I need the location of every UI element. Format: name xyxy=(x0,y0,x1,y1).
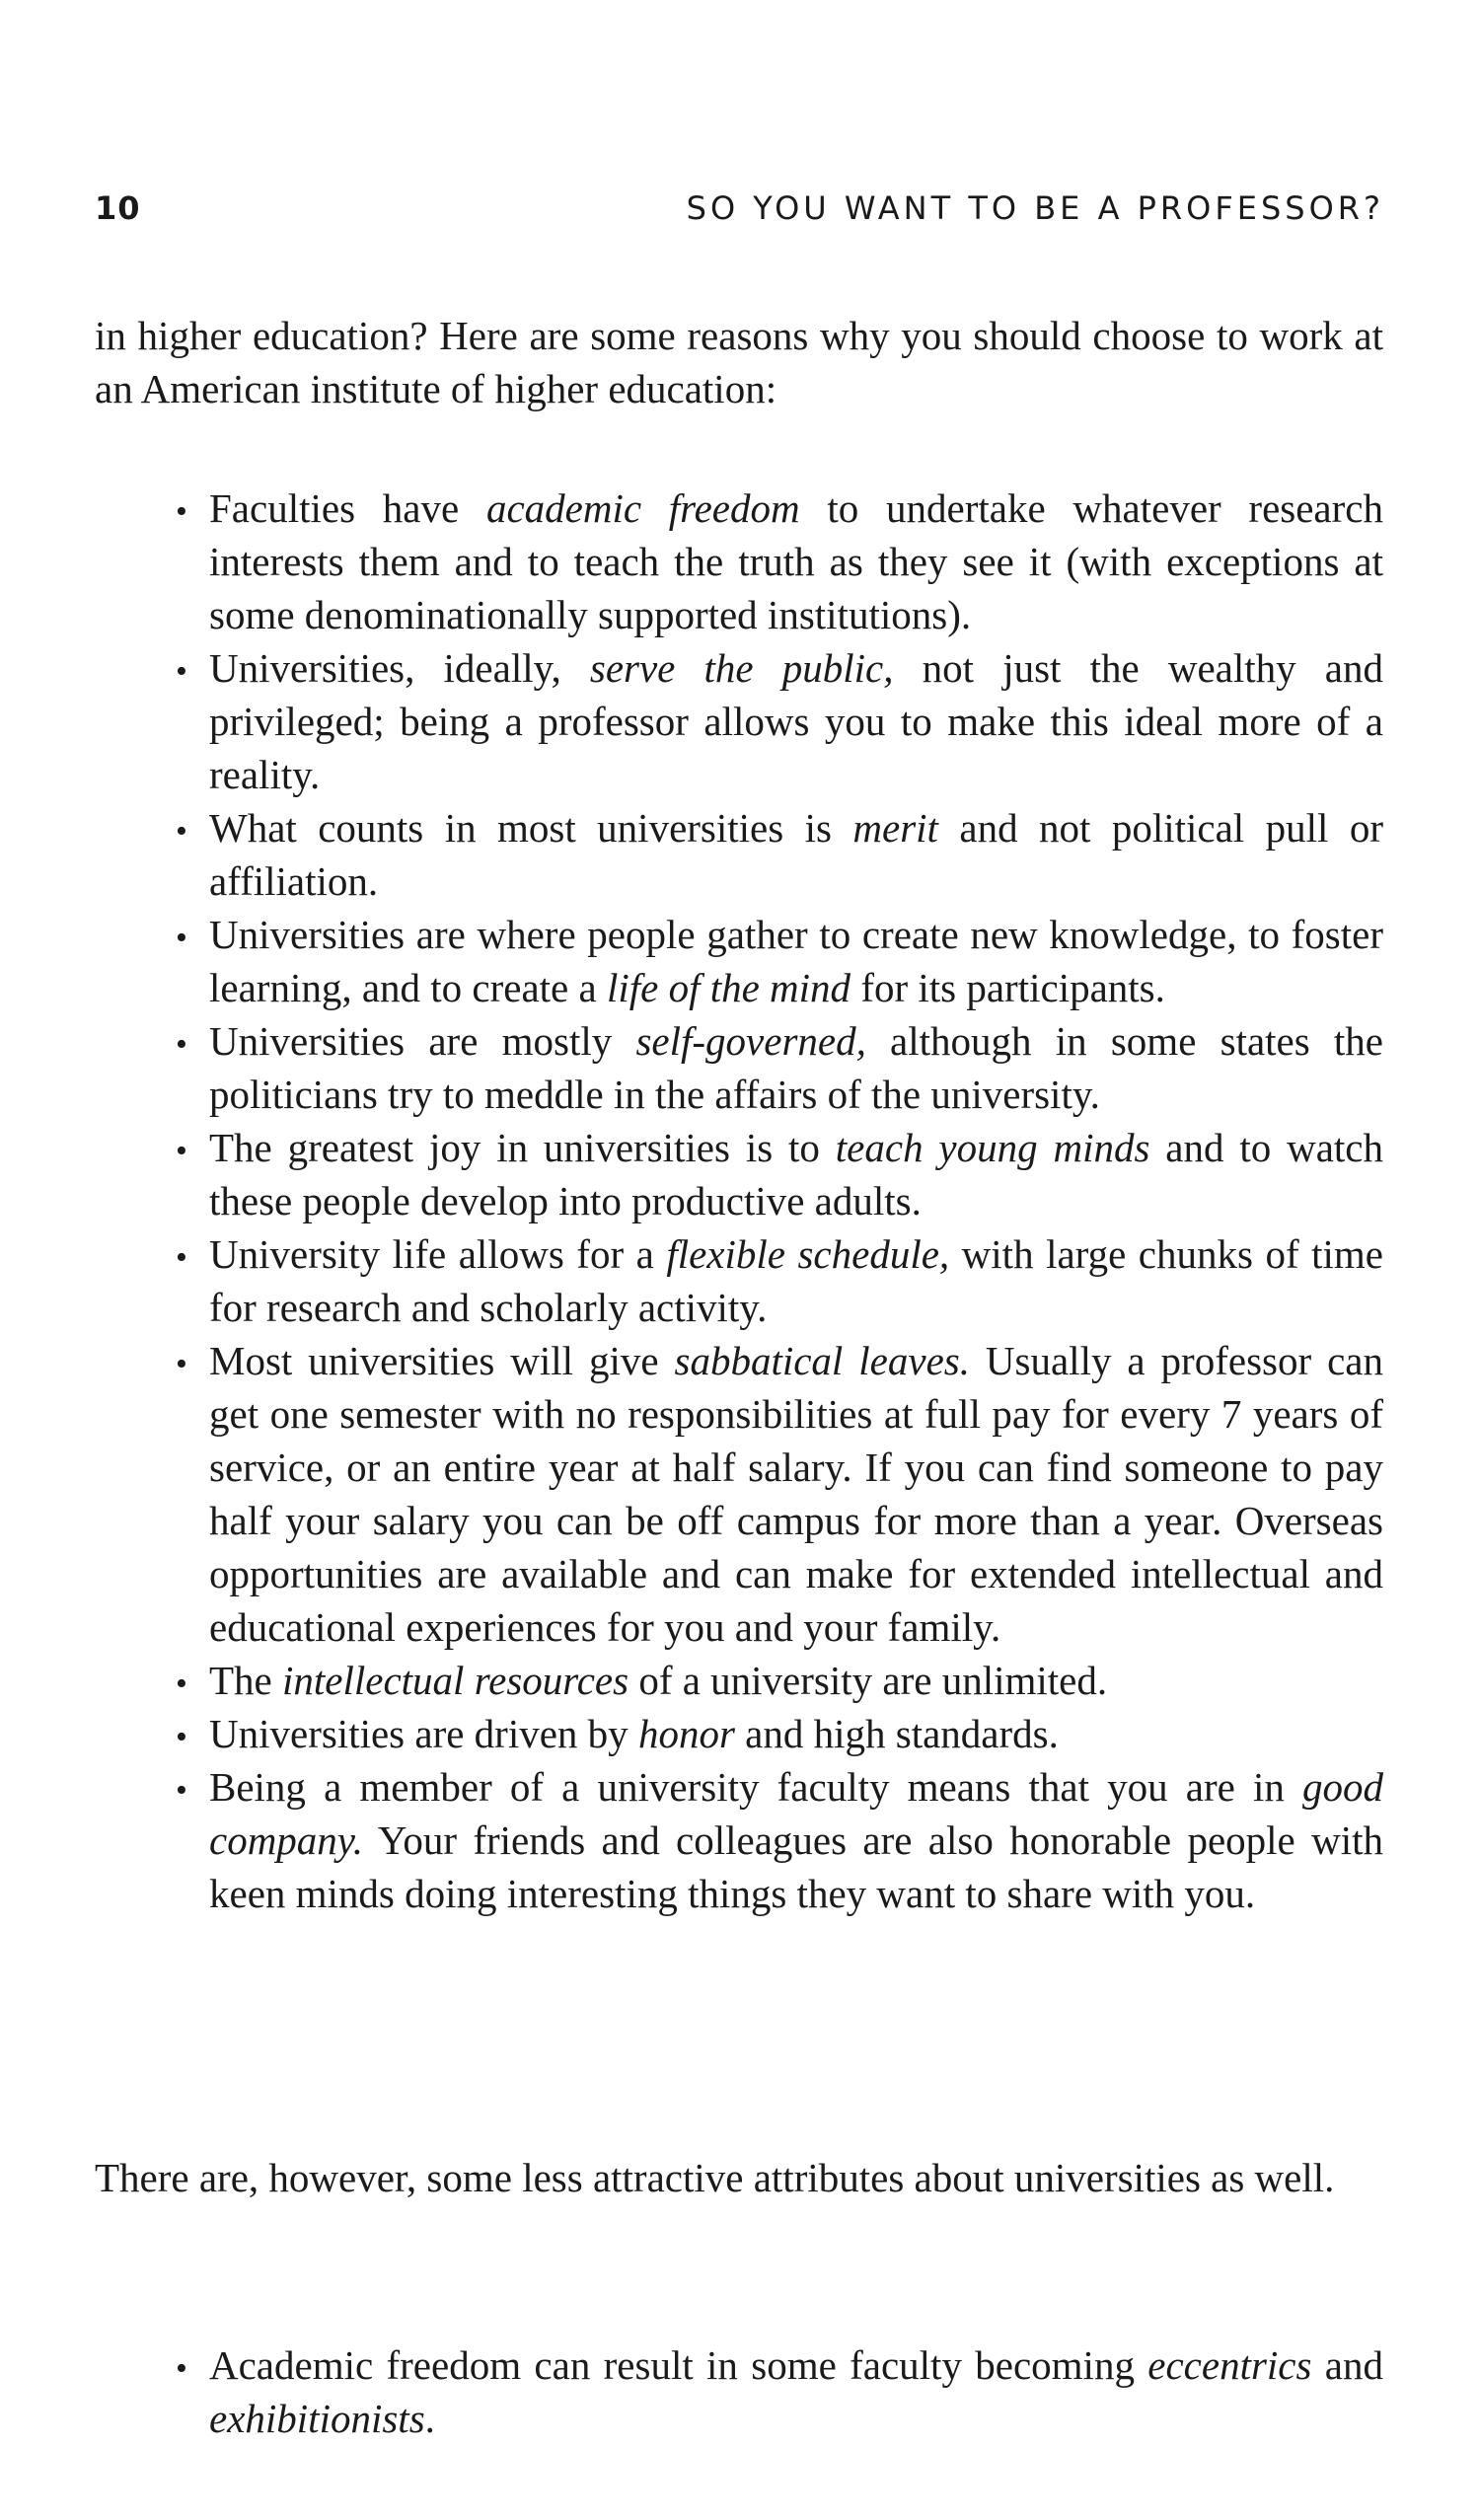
list-item: • Academic freedom can result in some faculty becoming eccentrics and exhibitionists. xyxy=(95,2338,1383,2445)
page-number: 10 xyxy=(95,189,141,227)
bullet-icon xyxy=(172,1707,191,1764)
list-item: • What counts in most universities is merit and not political pull or affiliation. xyxy=(95,801,1383,908)
list-item: • Universities, ideally, serve the public, not just the wealthy and privileged; being a professor allows you to make this ideal more of a reality. xyxy=(95,641,1383,801)
running-title: SO YOU WANT TO BE A PROFESSOR? xyxy=(686,189,1384,227)
list-item: • Most universities will give sabbatical leaves. Usually a professor can get one semester with no responsibilities at full pay for every 7 years of service, or an entire year at half salary. If you can find someone to pay half your salary you can be off campus for more than a year. Overseas opportunities are available and can make for extended intellectual and educational experiences for you and your family. xyxy=(95,1334,1383,1654)
bullet-icon xyxy=(172,1760,191,1817)
list-item: • Universities are where people gather to create new knowledge, to foster learning, and to create a life of the mind for its participants. xyxy=(95,908,1383,1014)
bullet-icon xyxy=(172,1014,191,1072)
bullet-icon xyxy=(172,908,191,965)
bullet-icon xyxy=(172,1227,191,1285)
list-item: • The greatest joy in universities is to teach young minds and to watch these people develop into productive adults. xyxy=(95,1121,1383,1227)
list-item: • Faculties have academic freedom to undertake whatever research interests them and to teach the truth as they see it (with exceptions at some denominationally supported institutions). xyxy=(95,482,1383,641)
bullet-icon xyxy=(172,1334,191,1391)
intro-paragraph: in higher education? Here are some reasons why you should choose to work at an American institute of higher education: xyxy=(95,313,1383,411)
drawbacks-list xyxy=(95,2338,1383,2445)
running-head xyxy=(95,189,1384,229)
bullet-icon xyxy=(172,482,191,539)
bullet-icon xyxy=(172,2338,191,2396)
bullet-icon xyxy=(172,1121,191,1178)
list-item: • Universities are driven by honor and high standards. xyxy=(95,1707,1383,1760)
bullet-icon xyxy=(172,1654,191,1711)
transition-paragraph: There are, however, some less attractive attributes about universities as well. xyxy=(95,2155,1335,2200)
bullet-icon xyxy=(172,641,191,699)
list-item: • Being a member of a university faculty means that you are in good company. Your friends and colleagues are also honorable people with keen minds doing interesting things they want to share with you. xyxy=(95,1760,1383,1920)
list-item: • Universities are mostly self-governed, although in some states the politicians try to meddle in the affairs of the university. xyxy=(95,1014,1383,1121)
list-item: • The intellectual resources of a university are unlimited. xyxy=(95,1654,1383,1707)
list-item: • University life allows for a flexible schedule, with large chunks of time for research and scholarly activity. xyxy=(95,1227,1383,1334)
reasons-list xyxy=(95,482,1383,1920)
bullet-icon xyxy=(172,801,191,858)
